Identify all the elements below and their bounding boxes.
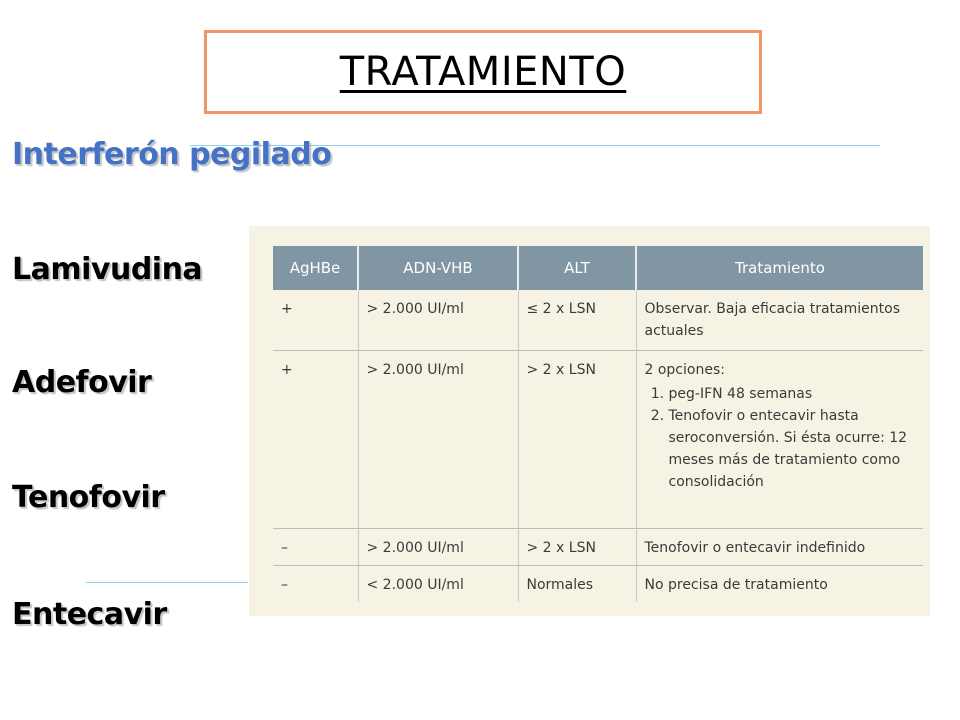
cell-tratamiento: Observar. Baja eficacia tratamientos actuales: [636, 290, 923, 350]
drug-interferon: Interferón pegilado: [12, 137, 332, 172]
table-header-row: [273, 246, 923, 290]
header-tratamiento: Tratamiento: [636, 246, 923, 290]
cell-aghbe: +: [273, 350, 358, 528]
cell-tratamiento: [636, 350, 923, 528]
header-adn-vhb: ADN-VHB: [358, 246, 518, 290]
cell-aghbe: +: [273, 290, 358, 350]
option-item: 2. Tenofovir o entecavir hasta seroconversión. Si ésta ocurre: 12 meses más de tratamiento como consolidación: [669, 405, 918, 493]
cell-alt: Normales: [518, 565, 636, 602]
table-row: [273, 350, 923, 528]
drug-lamivudina: Lamivudina: [12, 252, 203, 287]
cell-aghbe: –: [273, 528, 358, 565]
table-row: [273, 565, 923, 602]
option-item: 1. peg-IFN 48 semanas: [669, 383, 918, 405]
treatment-table: [273, 246, 923, 602]
header-alt: ALT: [518, 246, 636, 290]
cell-adn: > 2.000 UI/ml: [358, 290, 518, 350]
cell-adn: > 2.000 UI/ml: [358, 528, 518, 565]
table-row: [273, 528, 923, 565]
drug-adefovir: Adefovir: [12, 365, 152, 400]
options-list: [645, 383, 918, 493]
cell-alt: ≤ 2 x LSN: [518, 290, 636, 350]
cell-adn: < 2.000 UI/ml: [358, 565, 518, 602]
slide-title: TRATAMIENTO: [339, 49, 627, 95]
header-aghbe: AgHBe: [273, 246, 358, 290]
divider-bottom: [86, 582, 248, 583]
treatment-table-image: [249, 226, 930, 616]
options-intro: 2 opciones:: [644, 361, 725, 378]
title-box: [204, 30, 762, 114]
cell-alt: > 2 x LSN: [518, 528, 636, 565]
cell-tratamiento: Tenofovir o entecavir indefinido: [636, 528, 923, 565]
drug-tenofovir: Tenofovir: [12, 480, 165, 515]
cell-tratamiento: No precisa de tratamiento: [644, 576, 828, 593]
drug-entecavir: Entecavir: [12, 597, 167, 632]
cell-aghbe: –: [273, 565, 358, 602]
cell-alt: > 2 x LSN: [518, 350, 636, 528]
cell-adn: > 2.000 UI/ml: [358, 350, 518, 528]
table-row: [273, 290, 923, 350]
